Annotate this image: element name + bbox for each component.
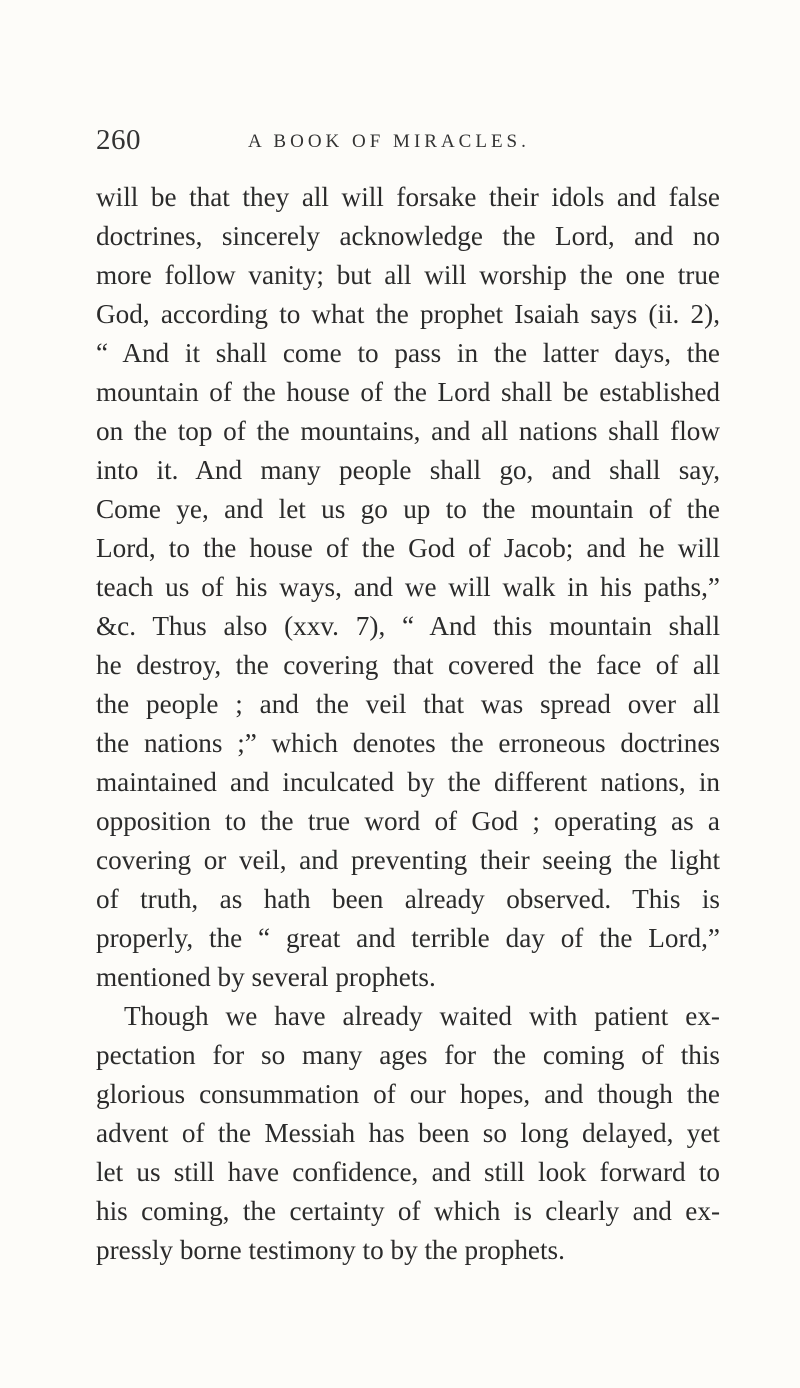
text-line: opposition to the true word of God ; operating as a <box>96 806 720 836</box>
text-line: advent of the Messiah has been so long delayed, yet <box>96 1118 720 1148</box>
text-line: God, according to what the prophet Isaiah says (ii. 2), <box>96 299 720 329</box>
text-line: pectation for so many ages for the coming of this <box>96 1040 720 1070</box>
text-line: more follow vanity; but all will worship the one true <box>96 260 720 290</box>
text-line: the people ; and the veil that was spread over all <box>96 689 720 719</box>
running-title: A BOOK OF MIRACLES. <box>248 131 530 152</box>
text-line: Come ye, and let us go up to the mountain of the <box>96 494 720 524</box>
text-line: maintained and inculcated by the different nations, in <box>96 767 720 797</box>
text-line: covering or veil, and preventing their seeing the light <box>96 845 720 875</box>
text-line: into it. And many people shall go, and shall say, <box>96 455 720 485</box>
paragraph-end-line: pressly borne testimony to by the prophets. <box>96 1235 565 1265</box>
text-line: teach us of his ways, and we will walk in his paths,” <box>96 572 720 602</box>
text-line: “ And it shall come to pass in the latter days, the <box>96 338 720 368</box>
text-line: glorious consummation of our hopes, and though the <box>96 1079 720 1109</box>
text-line: let us still have confidence, and still look forward to <box>96 1157 720 1187</box>
text-line: properly, the “ great and terrible day of the Lord,” <box>96 923 720 953</box>
text-line: Lord, to the house of the God of Jacob; and he will <box>96 533 720 563</box>
paragraph-end-line: mentioned by several prophets. <box>96 962 436 992</box>
text-line: mountain of the house of the Lord shall be established <box>96 377 720 407</box>
text-line: on the top of the mountains, and all nations shall flow <box>96 416 720 446</box>
text-line: of truth, as hath been already observed. This is <box>96 884 720 914</box>
text-line: &c. Thus also (xxv. 7), “ And this mountain shall <box>96 611 720 641</box>
body-text <box>96 178 720 1270</box>
page-number: 260 <box>96 124 141 156</box>
text-line: will be that they all will forsake their idols and false <box>96 182 720 212</box>
text-line: the nations ;” which denotes the erroneous doctrines <box>96 728 720 758</box>
paragraph-first-line: Though we have already waited with patient ex- <box>124 1001 720 1031</box>
text-line: his coming, the certainty of which is clearly and ex- <box>96 1196 720 1226</box>
text-line: doctrines, sincerely acknowledge the Lord, and no <box>96 221 720 251</box>
text-line: he destroy, the covering that covered the face of all <box>96 650 720 680</box>
